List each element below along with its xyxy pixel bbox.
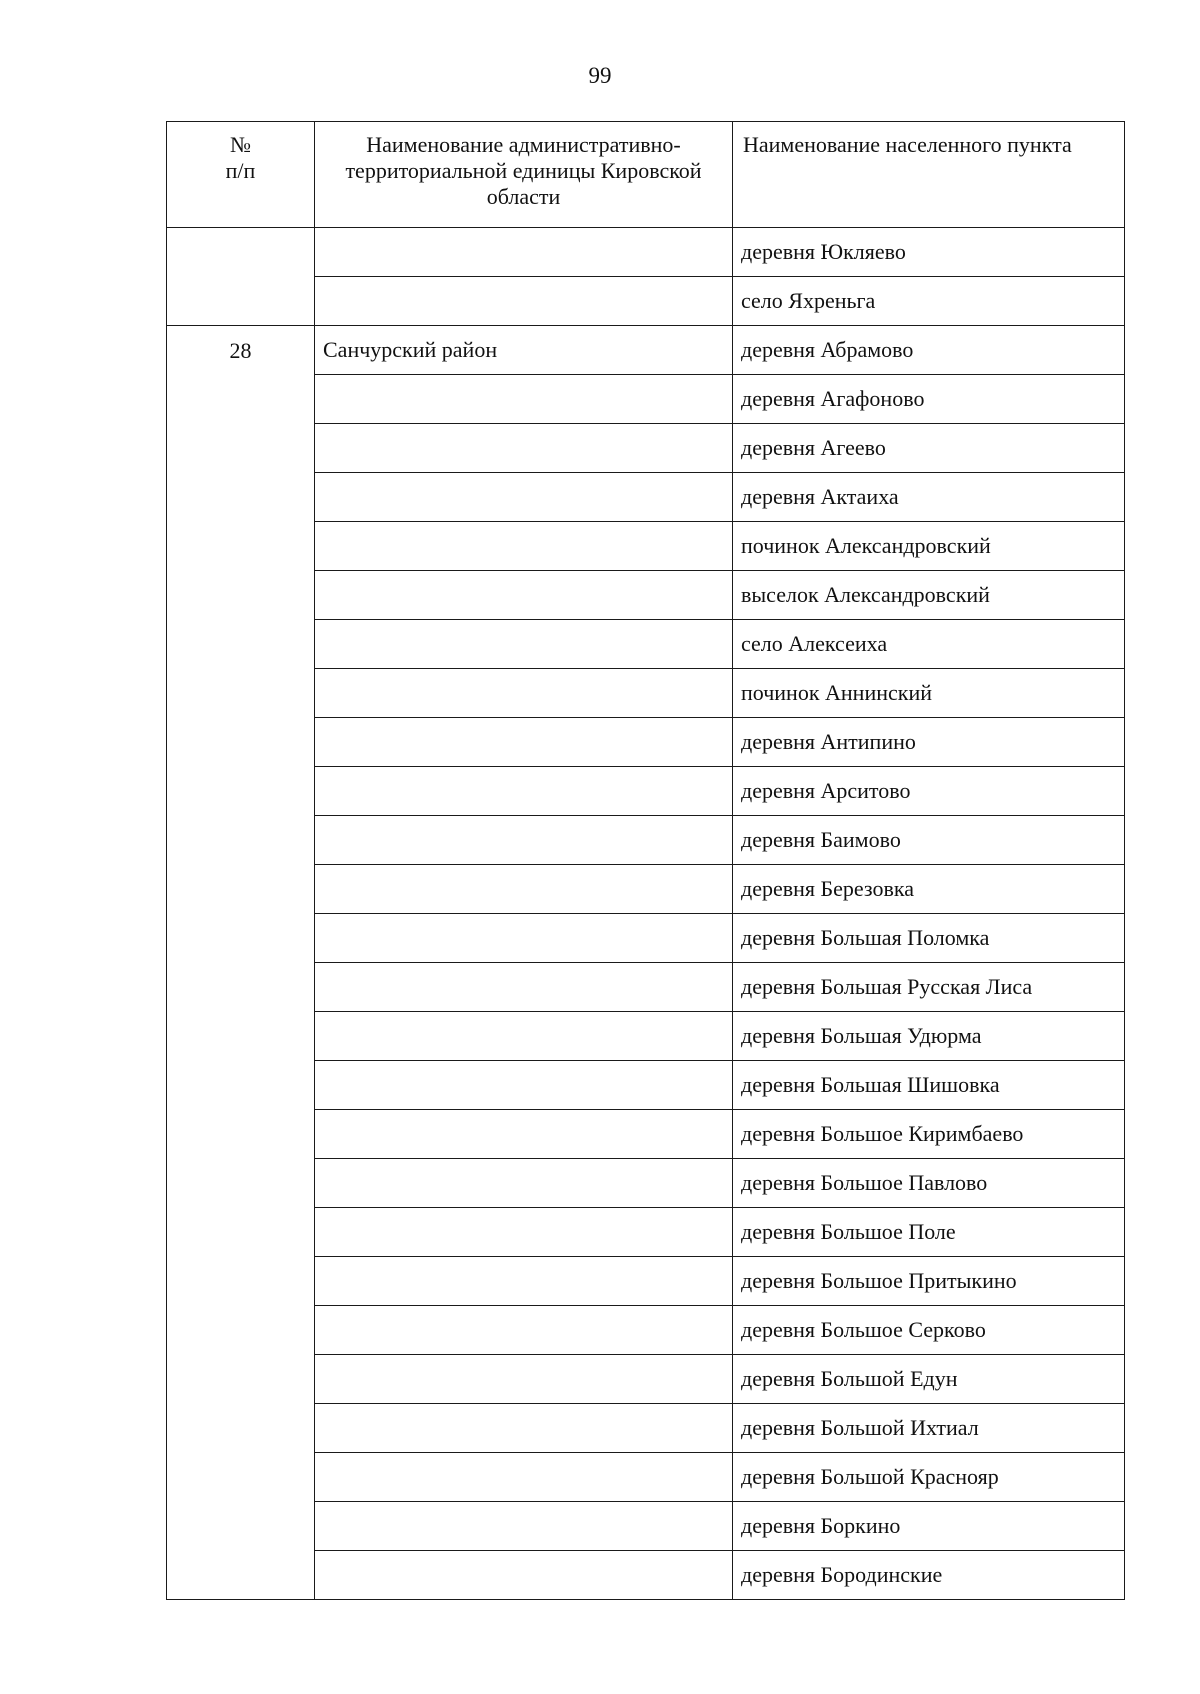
region-cell: [315, 669, 733, 718]
settlement-cell: деревня Большой Ихтиал: [733, 1404, 1125, 1453]
settlement-cell: деревня Актаиха: [733, 473, 1125, 522]
settlement-cell: деревня Абрамово: [733, 326, 1125, 375]
table-row: [167, 326, 1125, 375]
region-cell: [315, 1208, 733, 1257]
region-cell: [315, 277, 733, 326]
region-cell: [315, 865, 733, 914]
region-cell: [315, 1159, 733, 1208]
region-cell: Санчурский район: [315, 326, 733, 375]
region-cell: [315, 1551, 733, 1600]
settlements-table: [166, 121, 1125, 1600]
settlement-cell: деревня Агафоново: [733, 375, 1125, 424]
region-cell: [315, 914, 733, 963]
region-cell: [315, 522, 733, 571]
settlement-cell: село Яхреньга: [733, 277, 1125, 326]
settlement-cell: деревня Большое Притыкино: [733, 1257, 1125, 1306]
region-cell: [315, 767, 733, 816]
region-cell: [315, 620, 733, 669]
settlement-cell: починок Александровский: [733, 522, 1125, 571]
region-cell: [315, 571, 733, 620]
region-cell: [315, 1061, 733, 1110]
settlement-cell: деревня Бородинские: [733, 1551, 1125, 1600]
region-cell: [315, 424, 733, 473]
table-row: [167, 228, 1125, 277]
settlement-cell: деревня Юкляево: [733, 228, 1125, 277]
settlement-cell: деревня Большая Шишовка: [733, 1061, 1125, 1110]
settlement-cell: деревня Большая Удюрма: [733, 1012, 1125, 1061]
settlement-cell: деревня Большая Русская Лиса: [733, 963, 1125, 1012]
region-cell: [315, 1110, 733, 1159]
settlement-cell: деревня Большое Павлово: [733, 1159, 1125, 1208]
settlement-cell: деревня Большой Едун: [733, 1355, 1125, 1404]
region-cell: [315, 718, 733, 767]
settlement-cell: деревня Большая Поломка: [733, 914, 1125, 963]
row-number-cell: [167, 228, 315, 326]
settlement-cell: деревня Большое Поле: [733, 1208, 1125, 1257]
header-number-line2: п/п: [225, 158, 256, 183]
header-number-line1: №: [230, 132, 251, 157]
settlement-cell: деревня Агеево: [733, 424, 1125, 473]
region-cell: [315, 1404, 733, 1453]
region-cell: [315, 1502, 733, 1551]
settlement-cell: деревня Антипино: [733, 718, 1125, 767]
header-number: [167, 122, 315, 228]
settlement-cell: деревня Большое Киримбаево: [733, 1110, 1125, 1159]
region-cell: [315, 473, 733, 522]
settlement-cell: починок Аннинский: [733, 669, 1125, 718]
region-cell: [315, 963, 733, 1012]
header-settlement: Наименование населенного пункта: [733, 122, 1125, 228]
region-cell: [315, 228, 733, 277]
settlement-cell: деревня Березовка: [733, 865, 1125, 914]
table-body: [167, 228, 1125, 1600]
region-cell: [315, 375, 733, 424]
settlement-cell: деревня Баимово: [733, 816, 1125, 865]
settlement-cell: село Алексеиха: [733, 620, 1125, 669]
settlement-cell: деревня Арситово: [733, 767, 1125, 816]
settlement-cell: деревня Боркино: [733, 1502, 1125, 1551]
page-number: 99: [588, 63, 612, 88]
region-cell: [315, 1306, 733, 1355]
region-cell: [315, 1355, 733, 1404]
region-cell: [315, 816, 733, 865]
settlement-cell: выселок Александровский: [733, 571, 1125, 620]
header-region: Наименование административно-территориальной единицы Кировской области: [315, 122, 733, 228]
region-cell: [315, 1012, 733, 1061]
settlement-cell: деревня Большое Серково: [733, 1306, 1125, 1355]
settlement-cell: деревня Большой Краснояр: [733, 1453, 1125, 1502]
row-number-cell: 28: [167, 326, 315, 1600]
region-cell: [315, 1453, 733, 1502]
table-header-row: [167, 122, 1125, 228]
region-cell: [315, 1257, 733, 1306]
